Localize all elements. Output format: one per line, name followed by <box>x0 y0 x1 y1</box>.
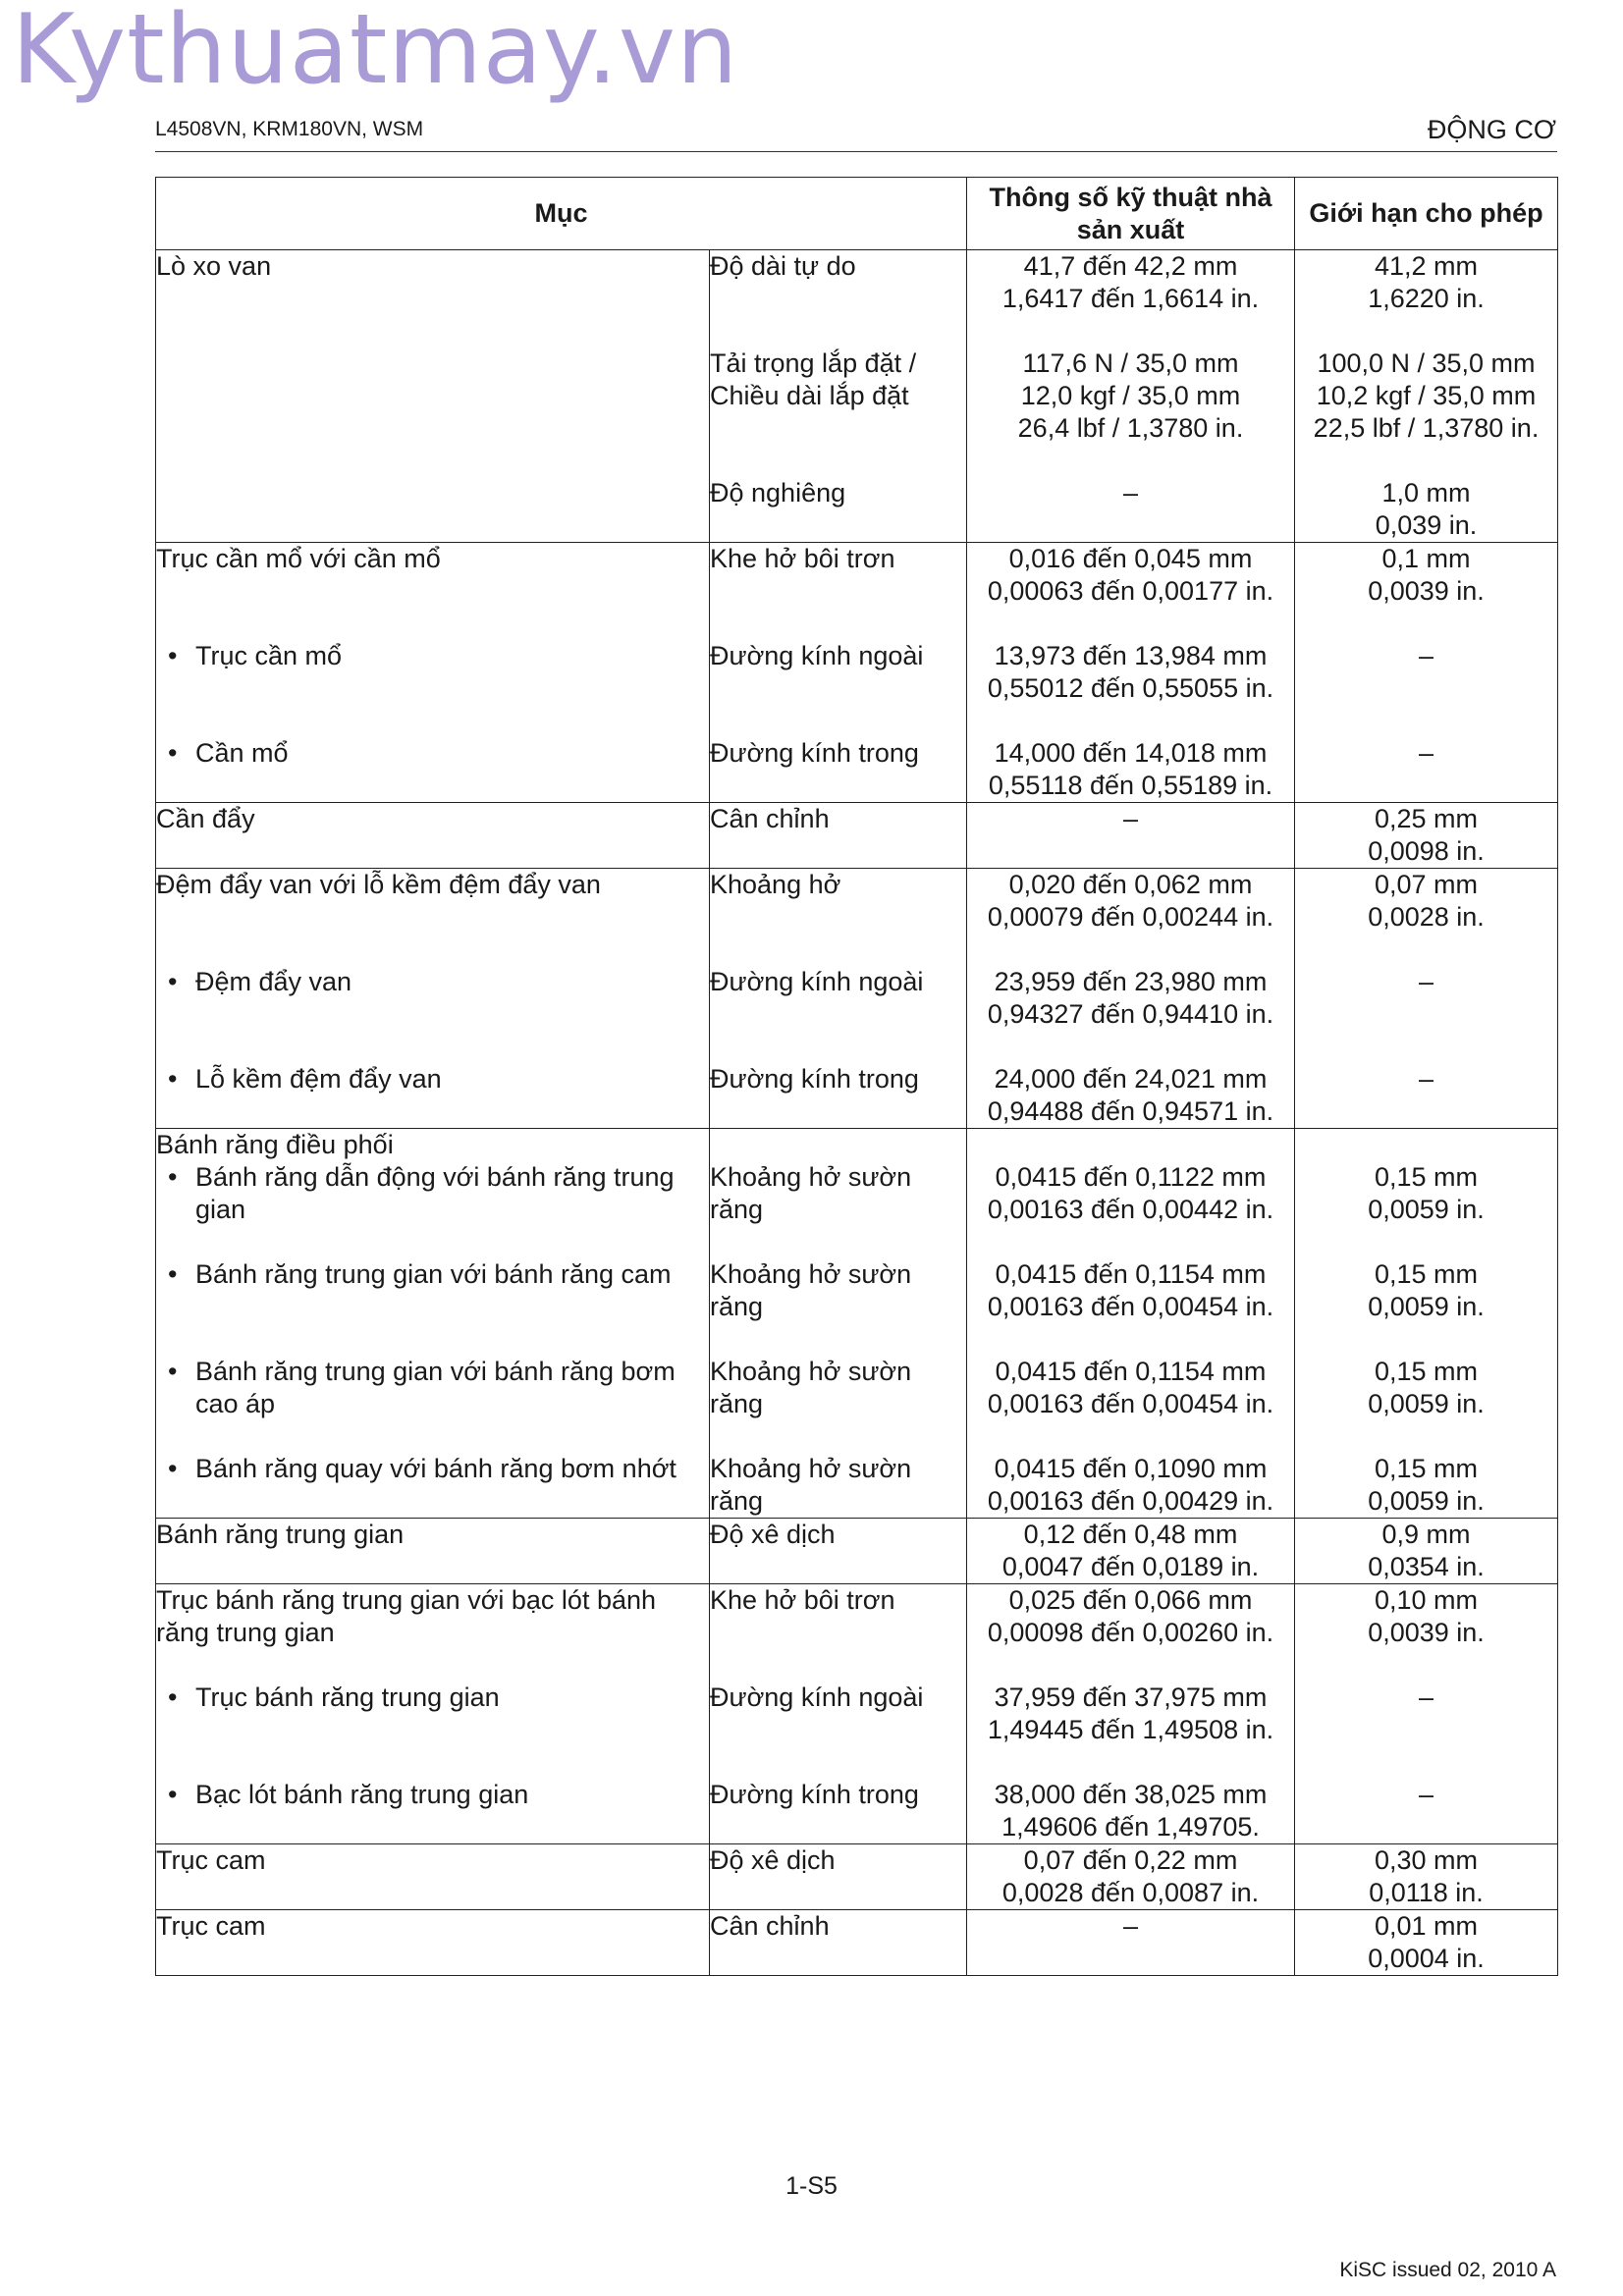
parameter-cell <box>710 1063 967 1129</box>
item-cell <box>156 737 710 803</box>
item-cell <box>156 1682 710 1779</box>
factory-spec-cell <box>967 347 1295 477</box>
allowable-limit-cell <box>1295 1453 1558 1519</box>
std-text: 0,016 đến 0,045 mm <box>1008 544 1253 573</box>
table-row <box>156 966 1558 1063</box>
page-number: 1-S5 <box>785 2172 838 2200</box>
spec-table-head <box>156 178 1558 250</box>
table-row <box>156 250 1558 348</box>
std-text: 0,94327 đến 0,94410 in. <box>987 999 1274 1029</box>
limit-text: – <box>1418 738 1434 768</box>
parameter-cell <box>710 347 967 477</box>
item-text: gian <box>195 1195 246 1224</box>
item-text: • Bánh răng dẫn động với bánh răng trung <box>195 1162 675 1192</box>
param-text: Khe hở bôi trơn <box>710 1585 895 1615</box>
factory-spec-cell <box>967 477 1295 543</box>
item-text: Trục bánh răng trung gian với bạc lót bánh <box>156 1585 657 1615</box>
limit-text: 0,15 mm <box>1374 1454 1479 1483</box>
table-row <box>156 1453 1558 1519</box>
item-text: Trục cần mổ với cần mổ <box>156 544 441 573</box>
header-factory-spec-line: Thông số kỹ thuật nhà <box>989 182 1272 212</box>
allowable-limit-cell <box>1295 869 1558 967</box>
std-text: 0,00079 đến 0,00244 in. <box>987 902 1274 932</box>
allowable-limit-cell <box>1295 543 1558 641</box>
allowable-limit-cell <box>1295 1129 1558 1162</box>
item-text: cao áp <box>195 1389 276 1418</box>
factory-spec-cell <box>967 1453 1295 1519</box>
table-row <box>156 1519 1558 1584</box>
limit-text: 0,15 mm <box>1374 1357 1479 1386</box>
item-cell <box>156 1453 710 1519</box>
std-text: 0,0028 đến 0,0087 in. <box>1001 1878 1260 1907</box>
std-text: 0,0415 đến 0,1154 mm <box>995 1259 1267 1289</box>
param-text: Khoảng hở <box>710 870 841 899</box>
row-spacer <box>156 1226 709 1258</box>
factory-spec-cell <box>967 1129 1295 1162</box>
param-text: Tải trọng lắp đặt / <box>710 348 917 378</box>
param-text: Đường kính trong <box>710 1064 919 1094</box>
param-text: Khe hở bôi trơn <box>710 544 895 573</box>
parameter-cell <box>710 640 967 737</box>
header-rule <box>155 151 1557 152</box>
row-spacer <box>1295 934 1557 966</box>
parameter-cell <box>710 250 967 348</box>
row-spacer <box>156 901 709 934</box>
std-text: 0,00163 đến 0,00454 in. <box>987 1389 1274 1418</box>
row-spacer <box>156 283 709 315</box>
item-cell <box>156 1063 710 1129</box>
limit-text: 0,15 mm <box>1374 1162 1479 1192</box>
row-spacer <box>710 998 966 1031</box>
factory-spec-cell <box>967 1910 1295 1976</box>
allowable-limit-cell <box>1295 477 1558 543</box>
bullet-item <box>156 966 709 998</box>
param-text: răng <box>710 1292 764 1321</box>
std-text: 0,94488 đến 0,94571 in. <box>987 1096 1274 1126</box>
allowable-limit-cell <box>1295 1063 1558 1129</box>
row-spacer <box>1295 1649 1557 1682</box>
param-text: Độ dài tự do <box>710 251 856 281</box>
row-spacer <box>967 705 1294 737</box>
std-text: 1,49445 đến 1,49508 in. <box>987 1715 1274 1744</box>
allowable-limit-cell <box>1295 966 1558 1063</box>
std-text: 0,00163 đến 0,00442 in. <box>987 1195 1274 1224</box>
param-text: Chiều dài lắp đặt <box>710 381 909 410</box>
limit-text: 0,0118 in. <box>1369 1878 1484 1907</box>
std-text: 117,6 N / 35,0 mm <box>1022 348 1239 378</box>
limit-text: 0,30 mm <box>1374 1845 1479 1875</box>
std-text: 0,55118 đến 0,55189 in. <box>988 771 1273 800</box>
param-text: Khoảng hở sườn <box>710 1162 912 1192</box>
std-text: 24,000 đến 24,021 mm <box>994 1064 1268 1094</box>
parameter-cell <box>710 1519 967 1584</box>
item-cell <box>156 1129 710 1162</box>
row-spacer <box>1295 1323 1557 1356</box>
parameter-cell <box>710 966 967 1063</box>
row-spacer <box>156 1649 709 1682</box>
row-spacer <box>967 445 1294 477</box>
factory-spec-cell <box>967 737 1295 803</box>
param-text: Cân chỉnh <box>710 804 830 833</box>
parameter-cell <box>710 1161 967 1258</box>
param-text: răng <box>710 1486 764 1516</box>
row-spacer <box>156 347 709 380</box>
parameter-cell <box>710 1910 967 1976</box>
std-text: 14,000 đến 14,018 mm <box>994 738 1268 768</box>
bullet-item <box>156 1682 709 1714</box>
std-text: 0,0415 đến 0,1154 mm <box>995 1357 1267 1386</box>
row-spacer <box>710 901 966 934</box>
parameter-cell <box>710 1682 967 1779</box>
allowable-limit-cell <box>1295 737 1558 803</box>
row-spacer <box>1295 445 1557 477</box>
std-text: 0,00098 đến 0,00260 in. <box>987 1618 1274 1647</box>
limit-text: 0,0059 in. <box>1368 1486 1485 1516</box>
allowable-limit-cell <box>1295 1258 1558 1356</box>
param-text: Đường kính ngoài <box>710 967 924 996</box>
row-spacer <box>156 1291 709 1323</box>
table-row <box>156 1129 1558 1162</box>
limit-text: – <box>1418 967 1434 996</box>
std-text: – <box>1122 478 1139 507</box>
parameter-cell <box>710 737 967 803</box>
param-text: răng <box>710 1389 764 1418</box>
parameter-cell <box>710 1584 967 1682</box>
row-spacer <box>1295 1420 1557 1453</box>
row-spacer <box>967 1031 1294 1063</box>
bullet-item <box>156 1161 709 1226</box>
factory-spec-cell <box>967 1682 1295 1779</box>
std-text: 1,49606 đến 1,49705. <box>1001 1812 1260 1842</box>
limit-text: 0,15 mm <box>1374 1259 1479 1289</box>
std-text: 26,4 lbf / 1,3780 in. <box>1017 413 1244 443</box>
limit-text: – <box>1418 1780 1434 1809</box>
allowable-limit-cell <box>1295 1910 1558 1976</box>
header-item: Mục <box>156 178 967 250</box>
spec-table <box>155 177 1558 1976</box>
param-text: Khoảng hở sườn <box>710 1357 912 1386</box>
factory-spec-cell <box>967 1519 1295 1584</box>
limit-text: 0,25 mm <box>1374 804 1479 833</box>
limit-text: 0,0039 in. <box>1368 1618 1485 1647</box>
factory-spec-cell <box>967 1258 1295 1356</box>
limit-text: 100,0 N / 35,0 mm <box>1317 348 1536 378</box>
bullet-item <box>156 737 709 770</box>
param-text: Đường kính ngoài <box>710 1682 924 1712</box>
limit-text: 0,0039 in. <box>1368 576 1485 606</box>
factory-spec-cell <box>967 803 1295 869</box>
item-text: Lò xo van <box>156 251 272 281</box>
limit-text: 0,039 in. <box>1375 510 1478 540</box>
limit-text: – <box>1418 1682 1434 1712</box>
item-text: • Trục cần mổ <box>195 641 343 670</box>
item-text: • Bánh răng quay với bánh răng bơm nhớt <box>195 1454 676 1483</box>
limit-text: 1,6220 in. <box>1368 284 1485 313</box>
std-text: 0,55012 đến 0,55055 in. <box>987 673 1274 703</box>
limit-text: – <box>1418 1064 1434 1094</box>
bullet-item <box>156 1258 709 1291</box>
row-spacer <box>156 998 709 1031</box>
row-spacer <box>1295 1714 1557 1746</box>
param-text: Độ xê dịch <box>710 1845 836 1875</box>
item-text: • Lỗ kềm đệm đẩy van <box>195 1064 442 1094</box>
std-text: 0,0415 đến 0,1122 mm <box>995 1162 1267 1192</box>
item-cell <box>156 1519 710 1584</box>
param-text: Cân chỉnh <box>710 1911 830 1941</box>
spec-table-body <box>156 250 1558 1976</box>
parameter-cell <box>710 1453 967 1519</box>
factory-spec-cell <box>967 250 1295 348</box>
item-text: • Trục bánh răng trung gian <box>195 1682 500 1712</box>
std-text: 0,0415 đến 0,1090 mm <box>994 1454 1268 1483</box>
bullet-item <box>156 1063 709 1095</box>
table-row <box>156 1844 1558 1910</box>
header-model: L4508VN, KRM180VN, WSM <box>155 118 424 140</box>
table-row <box>156 1584 1558 1682</box>
limit-text: 0,0354 in. <box>1368 1552 1485 1581</box>
item-text: Cần đẩy <box>156 804 255 833</box>
factory-spec-cell <box>967 966 1295 1063</box>
std-text: 0,0047 đến 0,0189 in. <box>1001 1552 1260 1581</box>
std-text: 1,6417 đến 1,6614 in. <box>1001 284 1260 313</box>
limit-text: 0,1 mm <box>1381 544 1471 573</box>
row-spacer <box>967 1323 1294 1356</box>
row-spacer <box>156 672 709 705</box>
item-cell <box>156 1161 710 1258</box>
std-text: 0,12 đến 0,48 mm <box>1023 1520 1238 1549</box>
param-text: Đường kính trong <box>710 1780 919 1809</box>
header-factory-spec <box>967 178 1295 250</box>
issued-note: KiSC issued 02, 2010 A <box>1339 2259 1556 2281</box>
item-text: • Bánh răng trung gian với bánh răng cam <box>195 1259 672 1289</box>
factory-spec-cell <box>967 869 1295 967</box>
row-spacer <box>967 315 1294 347</box>
allowable-limit-cell <box>1295 1779 1558 1844</box>
limit-text: 0,0098 in. <box>1368 836 1485 866</box>
limit-text: 22,5 lbf / 1,3780 in. <box>1313 413 1540 443</box>
parameter-cell <box>710 543 967 641</box>
table-row <box>156 477 1558 543</box>
row-spacer <box>710 283 966 315</box>
std-text: 38,000 đến 38,025 mm <box>994 1780 1268 1809</box>
item-cell <box>156 1258 710 1356</box>
allowable-limit-cell <box>1295 347 1558 477</box>
parameter-cell <box>710 1129 967 1162</box>
allowable-limit-cell <box>1295 1584 1558 1682</box>
row-spacer <box>710 1617 966 1649</box>
row-spacer <box>967 1420 1294 1453</box>
row-spacer <box>710 575 966 608</box>
table-row <box>156 869 1558 967</box>
row-spacer <box>1295 998 1557 1031</box>
std-text: 0,025 đến 0,066 mm <box>1008 1585 1253 1615</box>
item-cell <box>156 1910 710 1976</box>
allowable-limit-cell <box>1295 1844 1558 1910</box>
item-text: • Cần mổ <box>195 738 289 768</box>
row-spacer <box>710 1420 966 1453</box>
table-row <box>156 640 1558 737</box>
limit-text: 1,0 mm <box>1381 478 1471 507</box>
item-text: Bánh răng điều phối <box>156 1130 394 1159</box>
item-cell <box>156 347 710 477</box>
std-text: 23,959 đến 23,980 mm <box>994 967 1268 996</box>
item-cell <box>156 1356 710 1453</box>
item-cell <box>156 477 710 543</box>
allowable-limit-cell <box>1295 803 1558 869</box>
row-spacer <box>967 934 1294 966</box>
std-text: 0,00163 đến 0,00429 in. <box>987 1486 1274 1516</box>
limit-text: 0,0059 in. <box>1368 1389 1485 1418</box>
std-text: 0,00063 đến 0,00177 in. <box>987 576 1274 606</box>
limit-text: 0,07 mm <box>1374 870 1479 899</box>
std-text: – <box>1122 1911 1139 1941</box>
item-cell <box>156 543 710 641</box>
table-row <box>156 1258 1558 1356</box>
item-text: • Bạc lót bánh răng trung gian <box>195 1780 529 1809</box>
limit-text: 0,9 mm <box>1381 1520 1471 1549</box>
item-cell <box>156 869 710 967</box>
limit-text: 10,2 kgf / 35,0 mm <box>1316 381 1537 410</box>
parameter-cell <box>710 869 967 967</box>
std-text: 0,020 đến 0,062 mm <box>1008 870 1253 899</box>
table-row <box>156 1682 1558 1779</box>
row-spacer <box>710 1323 966 1356</box>
bullet-item <box>156 1356 709 1420</box>
bullet-item <box>156 1453 709 1485</box>
header-allowable-limit: Giới hạn cho phép <box>1295 178 1558 250</box>
factory-spec-cell <box>967 640 1295 737</box>
header-factory-spec-line: sản xuất <box>1076 214 1185 244</box>
param-text: Đường kính trong <box>710 738 919 768</box>
parameter-cell <box>710 1779 967 1844</box>
std-text: 41,7 đến 42,2 mm <box>1023 251 1238 281</box>
item-text: Trục cam <box>156 1845 266 1875</box>
row-spacer <box>710 672 966 705</box>
param-text: Độ xê dịch <box>710 1520 836 1549</box>
item-cell <box>156 250 710 348</box>
table-row <box>156 1063 1558 1129</box>
item-cell <box>156 1584 710 1682</box>
item-text: • Đệm đẩy van <box>195 967 352 996</box>
param-text: Độ nghiêng <box>710 478 846 507</box>
allowable-limit-cell <box>1295 1519 1558 1584</box>
parameter-cell <box>710 803 967 869</box>
item-text: Đệm đẩy van với lỗ kềm đệm đẩy van <box>156 870 601 899</box>
factory-spec-cell <box>967 1161 1295 1258</box>
watermark-logo: Kythuatmay.vn <box>12 0 739 106</box>
limit-text: 0,01 mm <box>1374 1911 1479 1941</box>
param-text: răng <box>710 1195 764 1224</box>
row-spacer <box>710 1714 966 1746</box>
limit-text: 41,2 mm <box>1374 251 1479 281</box>
bullet-item <box>156 640 709 672</box>
std-text: 12,0 kgf / 35,0 mm <box>1020 381 1241 410</box>
allowable-limit-cell <box>1295 250 1558 348</box>
limit-text: – <box>1418 641 1434 670</box>
row-spacer <box>967 608 1294 640</box>
item-cell <box>156 1844 710 1910</box>
allowable-limit-cell <box>1295 1682 1558 1779</box>
row-spacer <box>967 1649 1294 1682</box>
row-spacer <box>967 1746 1294 1779</box>
allowable-limit-cell <box>1295 1161 1558 1258</box>
row-spacer <box>1295 315 1557 347</box>
table-row <box>156 543 1558 641</box>
allowable-limit-cell <box>1295 1356 1558 1453</box>
factory-spec-cell <box>967 1356 1295 1453</box>
row-spacer <box>1295 1226 1557 1258</box>
row-spacer <box>156 1420 709 1453</box>
table-row <box>156 803 1558 869</box>
parameter-cell <box>710 477 967 543</box>
item-text: Bánh răng trung gian <box>156 1520 405 1549</box>
row-spacer <box>1295 672 1557 705</box>
factory-spec-cell <box>967 1584 1295 1682</box>
item-cell <box>156 966 710 1063</box>
param-text: Khoảng hở sườn <box>710 1259 912 1289</box>
item-text: răng trung gian <box>156 1618 335 1647</box>
row-spacer <box>156 575 709 608</box>
row-spacer <box>156 1714 709 1746</box>
item-cell <box>156 1779 710 1844</box>
std-text: – <box>1122 804 1139 833</box>
row-spacer <box>710 412 966 445</box>
table-row <box>156 1161 1558 1258</box>
row-spacer <box>710 1226 966 1258</box>
limit-text: 0,10 mm <box>1374 1585 1479 1615</box>
row-spacer <box>967 1226 1294 1258</box>
header-section: ĐỘNG CƠ <box>1427 115 1556 144</box>
parameter-cell <box>710 1258 967 1356</box>
parameter-cell <box>710 1356 967 1453</box>
factory-spec-cell <box>967 1844 1295 1910</box>
item-text: Trục cam <box>156 1911 266 1941</box>
factory-spec-cell <box>967 1779 1295 1844</box>
limit-text: 0,0004 in. <box>1368 1944 1485 1973</box>
table-row <box>156 1910 1558 1976</box>
allowable-limit-cell <box>1295 640 1558 737</box>
limit-text: 0,0059 in. <box>1368 1195 1485 1224</box>
factory-spec-cell <box>967 1063 1295 1129</box>
std-text: 0,07 đến 0,22 mm <box>1023 1845 1238 1875</box>
std-text: 13,973 đến 13,984 mm <box>994 641 1268 670</box>
table-row <box>156 1779 1558 1844</box>
param-text: Đường kính ngoài <box>710 641 924 670</box>
bullet-item <box>156 1779 709 1811</box>
table-row <box>156 1356 1558 1453</box>
factory-spec-cell <box>967 543 1295 641</box>
row-spacer <box>1295 608 1557 640</box>
item-text: • Bánh răng trung gian với bánh răng bơm <box>195 1357 676 1386</box>
item-cell <box>156 640 710 737</box>
limit-text: 0,0059 in. <box>1368 1292 1485 1321</box>
std-text: 0,00163 đến 0,00454 in. <box>987 1292 1274 1321</box>
table-row <box>156 347 1558 477</box>
item-cell <box>156 803 710 869</box>
table-row <box>156 737 1558 803</box>
std-text: 37,959 đến 37,975 mm <box>994 1682 1268 1712</box>
parameter-cell <box>710 1844 967 1910</box>
param-text: Khoảng hở sườn <box>710 1454 912 1483</box>
limit-text: 0,0028 in. <box>1368 902 1485 932</box>
